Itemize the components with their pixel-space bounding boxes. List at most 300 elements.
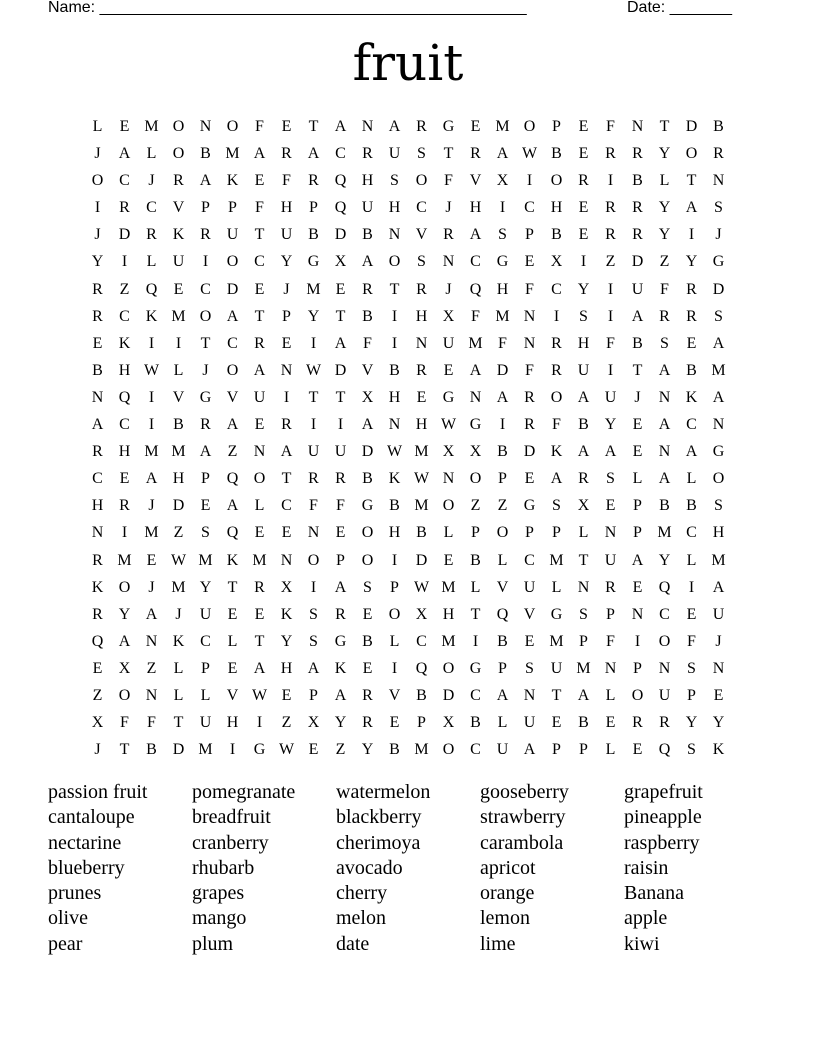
- grid-letter[interactable]: N: [577, 578, 590, 596]
- grid-letter[interactable]: N: [442, 253, 455, 271]
- grid-letter[interactable]: P: [417, 714, 426, 732]
- grid-letter[interactable]: A: [631, 307, 644, 325]
- grid-letter[interactable]: R: [605, 226, 616, 244]
- grid-letter[interactable]: J: [445, 280, 452, 298]
- grid-letter[interactable]: R: [416, 280, 427, 298]
- grid-letter[interactable]: T: [659, 118, 670, 135]
- grid-letter[interactable]: R: [659, 714, 670, 732]
- grid-letter[interactable]: G: [712, 253, 725, 271]
- grid-letter[interactable]: B: [146, 741, 157, 759]
- grid-letter[interactable]: L: [200, 686, 211, 704]
- grid-letter[interactable]: U: [361, 199, 374, 217]
- grid-letter[interactable]: M: [171, 578, 186, 596]
- grid-letter[interactable]: N: [442, 470, 455, 488]
- grid-letter[interactable]: W: [440, 416, 457, 434]
- grid-letter[interactable]: N: [91, 388, 104, 406]
- grid-letter[interactable]: A: [658, 416, 671, 434]
- grid-letter[interactable]: E: [605, 714, 616, 732]
- grid-letter[interactable]: S: [309, 632, 318, 650]
- grid-letter[interactable]: L: [578, 524, 589, 542]
- grid-letter[interactable]: C: [200, 280, 211, 298]
- grid-letter[interactable]: O: [199, 307, 212, 325]
- grid-letter[interactable]: D: [361, 443, 374, 461]
- grid-letter[interactable]: E: [443, 361, 454, 379]
- grid-letter[interactable]: Z: [497, 497, 508, 515]
- grid-letter[interactable]: S: [390, 172, 399, 190]
- grid-letter[interactable]: Y: [658, 199, 671, 217]
- grid-letter[interactable]: W: [305, 361, 322, 379]
- grid-letter[interactable]: N: [523, 307, 536, 325]
- grid-letter[interactable]: N: [712, 416, 725, 434]
- grid-letter[interactable]: H: [550, 199, 563, 217]
- grid-letter[interactable]: R: [335, 470, 346, 488]
- grid-letter[interactable]: B: [173, 416, 184, 434]
- grid-letter[interactable]: L: [173, 659, 184, 677]
- grid-letter[interactable]: N: [712, 659, 725, 677]
- grid-letter[interactable]: J: [94, 145, 101, 163]
- grid-letter[interactable]: O: [712, 470, 725, 488]
- grid-letter[interactable]: R: [713, 145, 724, 163]
- grid-letter[interactable]: C: [92, 470, 103, 488]
- grid-letter[interactable]: Q: [415, 659, 428, 677]
- grid-letter[interactable]: E: [713, 686, 724, 704]
- grid-letter[interactable]: B: [686, 497, 697, 515]
- grid-letter[interactable]: B: [308, 226, 319, 244]
- grid-letter[interactable]: X: [91, 714, 104, 732]
- grid-letter[interactable]: K: [226, 172, 239, 190]
- grid-letter[interactable]: S: [417, 145, 426, 163]
- grid-letter[interactable]: G: [442, 118, 455, 135]
- grid-letter[interactable]: P: [552, 524, 561, 542]
- grid-letter[interactable]: R: [119, 497, 130, 515]
- grid-letter[interactable]: F: [444, 172, 453, 190]
- grid-letter[interactable]: W: [521, 145, 538, 163]
- grid-letter[interactable]: N: [604, 659, 617, 677]
- grid-letter[interactable]: I: [580, 253, 587, 271]
- grid-letter[interactable]: O: [550, 172, 563, 190]
- grid-letter[interactable]: E: [416, 388, 427, 406]
- grid-letter[interactable]: E: [254, 280, 265, 298]
- grid-letter[interactable]: O: [442, 497, 455, 515]
- grid-letter[interactable]: Y: [307, 307, 320, 325]
- grid-letter[interactable]: F: [120, 714, 129, 732]
- grid-letter[interactable]: D: [442, 686, 455, 704]
- grid-letter[interactable]: W: [143, 361, 160, 379]
- grid-letter[interactable]: H: [388, 199, 401, 217]
- grid-letter[interactable]: E: [578, 199, 589, 217]
- grid-letter[interactable]: K: [550, 443, 563, 461]
- grid-letter[interactable]: T: [335, 388, 346, 406]
- grid-letter[interactable]: F: [687, 632, 696, 650]
- grid-letter[interactable]: O: [685, 145, 698, 163]
- grid-letter[interactable]: I: [553, 307, 560, 325]
- grid-letter[interactable]: A: [226, 497, 239, 515]
- grid-letter[interactable]: E: [281, 524, 292, 542]
- grid-letter[interactable]: R: [470, 145, 481, 163]
- grid-letter[interactable]: J: [148, 578, 155, 596]
- grid-letter[interactable]: E: [200, 497, 211, 515]
- grid-letter[interactable]: N: [658, 388, 671, 406]
- grid-letter[interactable]: A: [253, 361, 266, 379]
- grid-letter[interactable]: K: [280, 605, 293, 623]
- grid-letter[interactable]: M: [711, 551, 726, 569]
- grid-letter[interactable]: S: [552, 497, 561, 515]
- grid-letter[interactable]: O: [361, 551, 374, 569]
- grid-letter[interactable]: Z: [335, 741, 346, 759]
- grid-letter[interactable]: Y: [199, 578, 212, 596]
- grid-letter[interactable]: Z: [92, 686, 103, 704]
- grid-letter[interactable]: A: [361, 253, 374, 271]
- grid-letter[interactable]: S: [579, 307, 588, 325]
- grid-letter[interactable]: E: [119, 470, 130, 488]
- grid-letter[interactable]: X: [442, 443, 455, 461]
- grid-letter[interactable]: C: [119, 172, 130, 190]
- grid-letter[interactable]: R: [92, 551, 103, 569]
- grid-letter[interactable]: X: [442, 714, 455, 732]
- grid-letter[interactable]: G: [361, 497, 374, 515]
- grid-letter[interactable]: A: [253, 659, 266, 677]
- grid-letter[interactable]: O: [523, 118, 536, 135]
- grid-letter[interactable]: R: [200, 416, 211, 434]
- grid-letter[interactable]: L: [497, 551, 508, 569]
- grid-letter[interactable]: I: [607, 307, 614, 325]
- grid-letter[interactable]: S: [363, 578, 372, 596]
- grid-letter[interactable]: R: [551, 361, 562, 379]
- grid-letter[interactable]: I: [391, 551, 398, 569]
- grid-letter[interactable]: Q: [496, 605, 509, 623]
- grid-letter[interactable]: R: [632, 199, 643, 217]
- grid-letter[interactable]: N: [388, 226, 401, 244]
- grid-letter[interactable]: E: [632, 578, 643, 596]
- grid-letter[interactable]: Y: [280, 632, 293, 650]
- grid-letter[interactable]: M: [414, 497, 429, 515]
- grid-letter[interactable]: F: [606, 632, 615, 650]
- grid-letter[interactable]: H: [712, 524, 725, 542]
- grid-letter[interactable]: C: [524, 551, 535, 569]
- grid-letter[interactable]: G: [496, 253, 509, 271]
- grid-letter[interactable]: L: [146, 253, 157, 271]
- grid-letter[interactable]: I: [148, 388, 155, 406]
- grid-letter[interactable]: I: [688, 226, 695, 244]
- grid-letter[interactable]: I: [121, 524, 128, 542]
- grid-letter[interactable]: P: [228, 199, 237, 217]
- grid-letter[interactable]: A: [712, 334, 725, 352]
- grid-letter[interactable]: A: [577, 443, 590, 461]
- grid-letter[interactable]: R: [92, 307, 103, 325]
- grid-letter[interactable]: R: [362, 280, 373, 298]
- grid-letter[interactable]: C: [119, 307, 130, 325]
- grid-letter[interactable]: B: [389, 741, 400, 759]
- grid-letter[interactable]: U: [523, 714, 536, 732]
- grid-letter[interactable]: L: [605, 686, 616, 704]
- grid-letter[interactable]: T: [173, 714, 184, 732]
- grid-letter[interactable]: E: [254, 416, 265, 434]
- grid-letter[interactable]: I: [607, 172, 614, 190]
- grid-letter[interactable]: Q: [226, 524, 239, 542]
- grid-letter[interactable]: A: [226, 307, 239, 325]
- grid-letter[interactable]: Y: [685, 253, 698, 271]
- grid-letter[interactable]: O: [469, 470, 482, 488]
- grid-letter[interactable]: J: [283, 280, 290, 298]
- grid-letter[interactable]: E: [227, 659, 238, 677]
- grid-letter[interactable]: R: [551, 334, 562, 352]
- grid-letter[interactable]: H: [226, 714, 239, 732]
- grid-letter[interactable]: M: [495, 118, 510, 135]
- grid-letter[interactable]: B: [389, 497, 400, 515]
- grid-letter[interactable]: S: [525, 659, 534, 677]
- grid-letter[interactable]: V: [388, 686, 401, 704]
- grid-letter[interactable]: G: [712, 443, 725, 461]
- grid-letter[interactable]: X: [577, 497, 590, 515]
- grid-letter[interactable]: E: [632, 741, 643, 759]
- grid-letter[interactable]: S: [714, 199, 723, 217]
- grid-letter[interactable]: R: [308, 470, 319, 488]
- grid-letter[interactable]: H: [388, 524, 401, 542]
- grid-letter[interactable]: Z: [281, 714, 292, 732]
- grid-letter[interactable]: R: [281, 416, 292, 434]
- grid-letter[interactable]: Y: [658, 145, 671, 163]
- grid-letter[interactable]: B: [416, 686, 427, 704]
- grid-letter[interactable]: R: [119, 199, 130, 217]
- grid-letter[interactable]: B: [578, 416, 589, 434]
- grid-letter[interactable]: A: [550, 470, 563, 488]
- grid-letter[interactable]: B: [551, 145, 562, 163]
- grid-letter[interactable]: Q: [145, 280, 158, 298]
- grid-letter[interactable]: F: [255, 118, 264, 135]
- grid-letter[interactable]: N: [604, 524, 617, 542]
- grid-letter[interactable]: C: [470, 253, 481, 271]
- grid-letter[interactable]: P: [498, 470, 507, 488]
- grid-letter[interactable]: A: [361, 416, 374, 434]
- grid-letter[interactable]: D: [118, 226, 131, 244]
- grid-letter[interactable]: B: [713, 118, 724, 135]
- grid-letter[interactable]: A: [91, 416, 104, 434]
- grid-letter[interactable]: Z: [605, 253, 616, 271]
- grid-letter[interactable]: I: [391, 307, 398, 325]
- grid-letter[interactable]: T: [119, 741, 130, 759]
- grid-letter[interactable]: R: [578, 470, 589, 488]
- grid-letter[interactable]: A: [658, 470, 671, 488]
- grid-letter[interactable]: Y: [712, 714, 725, 732]
- grid-letter[interactable]: M: [495, 307, 510, 325]
- grid-letter[interactable]: R: [416, 118, 427, 135]
- grid-letter[interactable]: R: [254, 334, 265, 352]
- grid-letter[interactable]: J: [445, 199, 452, 217]
- grid-letter[interactable]: C: [119, 416, 130, 434]
- grid-letter[interactable]: E: [254, 605, 265, 623]
- grid-letter[interactable]: E: [443, 551, 454, 569]
- grid-letter[interactable]: L: [605, 741, 616, 759]
- grid-letter[interactable]: A: [631, 551, 644, 569]
- grid-letter[interactable]: I: [175, 334, 182, 352]
- grid-letter[interactable]: N: [280, 551, 293, 569]
- grid-letter[interactable]: N: [361, 118, 374, 135]
- grid-letter[interactable]: M: [252, 551, 267, 569]
- grid-letter[interactable]: A: [199, 443, 212, 461]
- grid-letter[interactable]: B: [497, 632, 508, 650]
- grid-letter[interactable]: M: [657, 524, 672, 542]
- grid-letter[interactable]: U: [199, 714, 212, 732]
- grid-letter[interactable]: I: [688, 578, 695, 596]
- grid-letter[interactable]: U: [442, 334, 455, 352]
- grid-letter[interactable]: F: [147, 714, 156, 732]
- grid-letter[interactable]: W: [413, 578, 430, 596]
- grid-letter[interactable]: P: [633, 659, 642, 677]
- grid-letter[interactable]: S: [714, 307, 723, 325]
- grid-letter[interactable]: I: [121, 253, 128, 271]
- grid-letter[interactable]: U: [388, 145, 401, 163]
- grid-letter[interactable]: L: [173, 361, 184, 379]
- grid-letter[interactable]: S: [579, 605, 588, 623]
- grid-letter[interactable]: B: [362, 632, 373, 650]
- grid-letter[interactable]: H: [280, 659, 293, 677]
- grid-letter[interactable]: W: [386, 443, 403, 461]
- grid-letter[interactable]: R: [578, 172, 589, 190]
- grid-letter[interactable]: N: [469, 388, 482, 406]
- grid-letter[interactable]: W: [278, 741, 295, 759]
- grid-letter[interactable]: E: [254, 524, 265, 542]
- grid-letter[interactable]: M: [414, 443, 429, 461]
- grid-letter[interactable]: Q: [658, 578, 671, 596]
- grid-letter[interactable]: W: [413, 470, 430, 488]
- grid-letter[interactable]: Z: [227, 443, 238, 461]
- grid-letter[interactable]: R: [632, 145, 643, 163]
- grid-letter[interactable]: T: [308, 388, 319, 406]
- grid-letter[interactable]: C: [254, 253, 265, 271]
- grid-letter[interactable]: F: [498, 334, 507, 352]
- grid-letter[interactable]: E: [632, 416, 643, 434]
- grid-letter[interactable]: R: [281, 145, 292, 163]
- grid-letter[interactable]: N: [658, 659, 671, 677]
- grid-letter[interactable]: I: [391, 659, 398, 677]
- grid-letter[interactable]: T: [254, 632, 265, 650]
- grid-letter[interactable]: G: [523, 497, 536, 515]
- grid-letter[interactable]: Y: [685, 714, 698, 732]
- grid-letter[interactable]: T: [443, 145, 454, 163]
- grid-letter[interactable]: A: [577, 686, 590, 704]
- grid-letter[interactable]: S: [417, 253, 426, 271]
- grid-letter[interactable]: O: [388, 253, 401, 271]
- grid-letter[interactable]: D: [631, 253, 644, 271]
- grid-letter[interactable]: I: [148, 334, 155, 352]
- grid-letter[interactable]: N: [523, 334, 536, 352]
- grid-letter[interactable]: U: [631, 280, 644, 298]
- grid-letter[interactable]: E: [578, 118, 589, 135]
- grid-letter[interactable]: D: [712, 280, 725, 298]
- grid-letter[interactable]: K: [334, 659, 347, 677]
- grid-letter[interactable]: I: [229, 741, 236, 759]
- grid-letter[interactable]: I: [202, 253, 209, 271]
- grid-letter[interactable]: A: [334, 118, 347, 135]
- grid-letter[interactable]: C: [281, 497, 292, 515]
- grid-letter[interactable]: A: [496, 145, 509, 163]
- grid-letter[interactable]: T: [632, 361, 643, 379]
- grid-letter[interactable]: U: [253, 388, 266, 406]
- grid-letter[interactable]: B: [632, 334, 643, 352]
- grid-letter[interactable]: Y: [91, 253, 104, 271]
- grid-letter[interactable]: K: [145, 307, 158, 325]
- grid-letter[interactable]: A: [226, 416, 239, 434]
- grid-letter[interactable]: A: [712, 388, 725, 406]
- grid-letter[interactable]: K: [172, 226, 185, 244]
- grid-letter[interactable]: G: [199, 388, 212, 406]
- grid-letter[interactable]: N: [307, 524, 320, 542]
- grid-letter[interactable]: E: [254, 172, 265, 190]
- grid-letter[interactable]: P: [606, 605, 615, 623]
- grid-letter[interactable]: P: [579, 741, 588, 759]
- grid-letter[interactable]: R: [200, 226, 211, 244]
- grid-letter[interactable]: A: [307, 145, 320, 163]
- grid-letter[interactable]: M: [117, 551, 132, 569]
- grid-letter[interactable]: D: [523, 443, 536, 461]
- grid-letter[interactable]: O: [388, 605, 401, 623]
- grid-letter[interactable]: U: [280, 226, 293, 244]
- grid-letter[interactable]: P: [579, 632, 588, 650]
- grid-letter[interactable]: H: [577, 334, 590, 352]
- grid-letter[interactable]: A: [145, 470, 158, 488]
- grid-letter[interactable]: R: [92, 605, 103, 623]
- grid-letter[interactable]: E: [362, 605, 373, 623]
- grid-letter[interactable]: B: [362, 226, 373, 244]
- grid-letter[interactable]: I: [337, 416, 344, 434]
- grid-letter[interactable]: G: [253, 741, 266, 759]
- grid-letter[interactable]: J: [94, 741, 101, 759]
- grid-letter[interactable]: O: [226, 361, 239, 379]
- grid-letter[interactable]: K: [226, 551, 239, 569]
- grid-letter[interactable]: R: [146, 226, 157, 244]
- grid-letter[interactable]: U: [334, 443, 347, 461]
- grid-letter[interactable]: R: [632, 714, 643, 732]
- grid-letter[interactable]: R: [335, 605, 346, 623]
- grid-letter[interactable]: G: [307, 253, 320, 271]
- grid-letter[interactable]: F: [525, 280, 534, 298]
- grid-letter[interactable]: L: [227, 632, 238, 650]
- grid-letter[interactable]: H: [91, 497, 104, 515]
- grid-letter[interactable]: V: [415, 226, 428, 244]
- grid-letter[interactable]: I: [391, 334, 398, 352]
- grid-letter[interactable]: M: [576, 659, 591, 677]
- grid-letter[interactable]: E: [686, 605, 697, 623]
- grid-letter[interactable]: I: [607, 280, 614, 298]
- grid-letter[interactable]: R: [92, 280, 103, 298]
- grid-letter[interactable]: A: [496, 388, 509, 406]
- grid-letter[interactable]: D: [172, 741, 185, 759]
- grid-letter[interactable]: Q: [118, 388, 131, 406]
- grid-letter[interactable]: B: [362, 470, 373, 488]
- grid-letter[interactable]: R: [362, 686, 373, 704]
- grid-letter[interactable]: N: [658, 443, 671, 461]
- grid-letter[interactable]: E: [173, 280, 184, 298]
- grid-letter[interactable]: A: [469, 226, 482, 244]
- grid-letter[interactable]: V: [469, 172, 482, 190]
- grid-letter[interactable]: E: [632, 443, 643, 461]
- grid-letter[interactable]: D: [415, 551, 428, 569]
- grid-letter[interactable]: T: [254, 226, 265, 244]
- grid-letter[interactable]: P: [552, 741, 561, 759]
- grid-letter[interactable]: N: [631, 118, 644, 135]
- grid-letter[interactable]: I: [148, 416, 155, 434]
- grid-letter[interactable]: U: [307, 443, 320, 461]
- grid-letter[interactable]: R: [605, 199, 616, 217]
- grid-letter[interactable]: P: [633, 524, 642, 542]
- grid-letter[interactable]: P: [498, 659, 507, 677]
- grid-letter[interactable]: I: [310, 578, 317, 596]
- grid-letter[interactable]: G: [334, 632, 347, 650]
- grid-letter[interactable]: L: [92, 118, 103, 135]
- grid-letter[interactable]: E: [281, 118, 292, 135]
- grid-letter[interactable]: N: [523, 686, 536, 704]
- grid-letter[interactable]: U: [496, 741, 509, 759]
